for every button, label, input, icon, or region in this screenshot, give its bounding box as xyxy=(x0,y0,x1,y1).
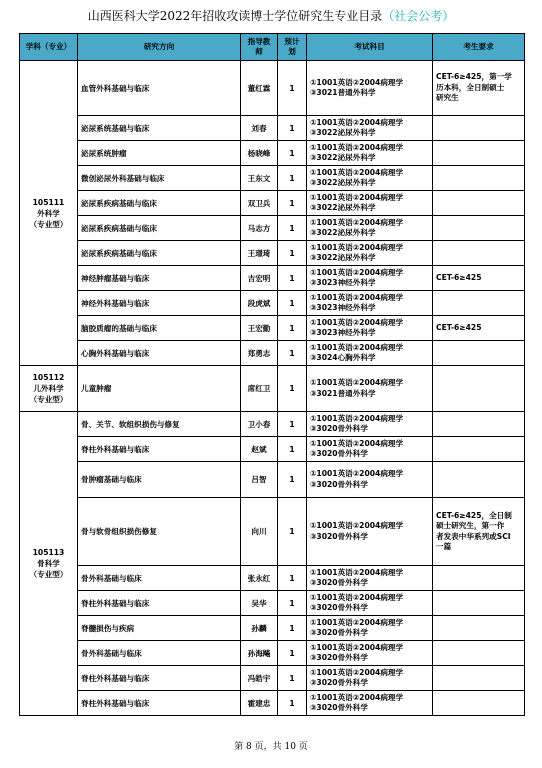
exam-cell xyxy=(307,61,433,116)
plan-cell: 1 xyxy=(278,366,307,412)
direction-cell: 血管外科基础与临床 xyxy=(78,61,241,116)
table-row xyxy=(20,241,525,266)
exam-cell xyxy=(307,341,433,366)
exam-line: ③3020骨外科学 xyxy=(310,678,368,687)
exam-cell xyxy=(307,191,433,216)
direction-cell: 骨外科基础与临床 xyxy=(78,566,241,591)
direction-cell: 脑胶质瘤的基础与临床 xyxy=(78,316,241,341)
exam-line: ①1001英语②2004病理学 xyxy=(310,667,404,677)
requirement-cell xyxy=(433,641,525,666)
exam-line: ①1001英语②2004病理学 xyxy=(310,592,404,602)
exam-cell xyxy=(307,566,433,591)
table-row xyxy=(20,666,525,691)
exam-line: ①1001英语②2004病理学 xyxy=(310,413,404,423)
requirement-cell xyxy=(433,266,525,291)
direction-cell: 神经外科基础与临床 xyxy=(78,291,241,316)
exam-cell xyxy=(307,291,433,316)
requirement-cell xyxy=(433,141,525,166)
requirement-line: 一篇 xyxy=(436,542,452,551)
plan-cell: 1 xyxy=(278,216,307,241)
exam-cell xyxy=(307,691,433,716)
exam-line: ③3020骨外科学 xyxy=(310,653,368,662)
table-row xyxy=(20,437,525,462)
requirement-cell xyxy=(433,191,525,216)
subject-line: 105112 xyxy=(32,373,65,382)
exam-line: ③3022泌尿外科学 xyxy=(310,128,376,137)
exam-line: ③3020骨外科学 xyxy=(310,703,368,712)
exam-cell xyxy=(307,666,433,691)
direction-cell: 脊柱外科基础与临床 xyxy=(78,666,241,691)
exam-cell xyxy=(307,241,433,266)
plan-cell: 1 xyxy=(278,341,307,366)
tutor-cell: 孙海飚 xyxy=(241,641,278,666)
subject-line: （专业型） xyxy=(29,219,68,229)
table-row xyxy=(20,366,525,412)
requirement-cell xyxy=(433,316,525,341)
requirement-cell xyxy=(433,437,525,462)
plan-cell: 1 xyxy=(278,666,307,691)
table-row xyxy=(20,216,525,241)
exam-line: ③3020骨外科学 xyxy=(310,628,368,637)
exam-line: ③3020骨外科学 xyxy=(310,449,368,458)
exam-line: ①1001英语②2004病理学 xyxy=(310,117,404,127)
catalog-table xyxy=(19,33,525,716)
plan-cell: 1 xyxy=(278,462,307,498)
requirement-cell xyxy=(433,691,525,716)
header-exam: 考试科目 xyxy=(307,34,433,61)
exam-cell xyxy=(307,498,433,566)
requirement-cell xyxy=(433,61,525,116)
direction-cell: 泌尿系统肿瘤 xyxy=(78,141,241,166)
table-row xyxy=(20,498,525,566)
direction-cell: 儿童肿瘤 xyxy=(78,366,241,412)
plan-cell: 1 xyxy=(278,166,307,191)
subject-line: 外科学 xyxy=(37,208,60,218)
exam-line: ①1001英语②2004病理学 xyxy=(310,242,404,252)
table-row xyxy=(20,412,525,437)
header-subject: 学科（专业） xyxy=(20,34,78,61)
title-highlight: （社会公考） xyxy=(382,9,455,23)
exam-line: ③3024心胸外科学 xyxy=(310,353,376,362)
table-row xyxy=(20,141,525,166)
exam-cell xyxy=(307,462,433,498)
exam-line: ①1001英语②2004病理学 xyxy=(310,317,404,327)
exam-line: ③3023神经外科学 xyxy=(310,303,376,312)
direction-cell: 神经肿瘤基础与临床 xyxy=(78,266,241,291)
exam-line: ①1001英语②2004病理学 xyxy=(310,692,404,702)
header-tutor: 指导教师 xyxy=(241,34,278,61)
table-row xyxy=(20,191,525,216)
header-requirement: 考生要求 xyxy=(433,34,525,61)
table-row xyxy=(20,641,525,666)
exam-cell xyxy=(307,412,433,437)
exam-line: ③3021普通外科学 xyxy=(310,388,376,398)
header-plan: 预计划 xyxy=(278,34,307,61)
subject-line: 105111 xyxy=(32,197,65,207)
plan-cell: 1 xyxy=(278,291,307,316)
exam-cell xyxy=(307,616,433,641)
subject-line: 105113 xyxy=(32,548,65,557)
exam-line: ①1001英语②2004病理学 xyxy=(310,521,404,530)
subject-line: 骨科学 xyxy=(37,559,60,568)
requirement-line: CET-6≥425，全日制 xyxy=(436,510,512,520)
page-title xyxy=(0,8,542,24)
tutor-cell: 吴华 xyxy=(241,591,278,616)
direction-cell: 脊柱外科基础与临床 xyxy=(78,691,241,716)
exam-cell xyxy=(307,166,433,191)
direction-cell: 骨肿瘤基础与临床 xyxy=(78,462,241,498)
exam-line: ①1001英语②2004病理学 xyxy=(310,642,404,652)
direction-cell: 骨外科基础与临床 xyxy=(78,641,241,666)
table-row xyxy=(20,591,525,616)
exam-line: ③3022泌尿外科学 xyxy=(310,253,376,262)
plan-cell: 1 xyxy=(278,116,307,141)
requirement-cell xyxy=(433,366,525,412)
tutor-cell: 张永红 xyxy=(241,566,278,591)
plan-cell: 1 xyxy=(278,641,307,666)
direction-cell: 脊髓损伤与疾病 xyxy=(78,616,241,641)
exam-cell xyxy=(307,316,433,341)
plan-cell: 1 xyxy=(278,141,307,166)
requirement-line: 硕士研究生，第一作 xyxy=(436,521,505,530)
exam-line: ③3020骨外科学 xyxy=(310,479,368,489)
exam-line: ①1001英语②2004病理学 xyxy=(310,292,404,302)
table-row xyxy=(20,61,525,116)
tutor-cell: 刘春 xyxy=(241,116,278,141)
subject-cell xyxy=(20,61,78,366)
table-row xyxy=(20,691,525,716)
table-row xyxy=(20,116,525,141)
tutor-cell: 王东文 xyxy=(241,166,278,191)
requirement-cell xyxy=(433,666,525,691)
tutor-cell: 卫小春 xyxy=(241,412,278,437)
plan-cell: 1 xyxy=(278,437,307,462)
table-row xyxy=(20,566,525,591)
tutor-cell: 霍建忠 xyxy=(241,691,278,716)
exam-line: ③3022泌尿外科学 xyxy=(310,178,376,187)
subject-line: （专业型） xyxy=(29,395,68,404)
exam-cell xyxy=(307,437,433,462)
exam-cell xyxy=(307,591,433,616)
title-main: 山西医科大学2022年招收攻读博士学位研究生专业目录 xyxy=(87,9,383,23)
direction-cell: 脊柱外科基础与临床 xyxy=(78,591,241,616)
plan-cell: 1 xyxy=(278,498,307,566)
exam-cell xyxy=(307,116,433,141)
requirement-cell xyxy=(433,498,525,566)
plan-cell: 1 xyxy=(278,316,307,341)
requirement-cell xyxy=(433,616,525,641)
exam-line: ①1001英语②2004病理学 xyxy=(310,267,404,277)
requirement-line: 历本科，全日制硕士 xyxy=(436,82,505,92)
requirement-cell xyxy=(433,566,525,591)
direction-cell: 泌尿系疾病基础与临床 xyxy=(78,191,241,216)
table-row xyxy=(20,166,525,191)
tutor-cell: 席红卫 xyxy=(241,366,278,412)
requirement-line: CET-6≥425 xyxy=(436,322,482,332)
plan-cell: 1 xyxy=(278,61,307,116)
plan-cell: 1 xyxy=(278,616,307,641)
plan-cell: 1 xyxy=(278,266,307,291)
tutor-cell: 王宏勤 xyxy=(241,316,278,341)
subject-cell xyxy=(20,412,78,716)
exam-line: ①1001英语②2004病理学 xyxy=(310,438,404,448)
tutor-cell: 杨晓峰 xyxy=(241,141,278,166)
exam-cell xyxy=(307,266,433,291)
table-row xyxy=(20,316,525,341)
direction-cell: 微创泌尿外科基础与临床 xyxy=(78,166,241,191)
plan-cell: 1 xyxy=(278,566,307,591)
table-row xyxy=(20,462,525,498)
exam-line: ③3020骨外科学 xyxy=(310,603,368,612)
tutor-cell: 郑勇志 xyxy=(241,341,278,366)
exam-line: ③3021普通外科学 xyxy=(310,88,376,97)
requirement-cell xyxy=(433,241,525,266)
table-row xyxy=(20,291,525,316)
requirement-line: 者发表中华系列或SCI xyxy=(436,531,511,541)
exam-cell xyxy=(307,366,433,412)
tutor-cell: 段虎斌 xyxy=(241,291,278,316)
direction-cell: 骨、关节、软组织损伤与修复 xyxy=(78,412,241,437)
plan-cell: 1 xyxy=(278,241,307,266)
direction-cell: 泌尿系疾病基础与临床 xyxy=(78,241,241,266)
plan-cell: 1 xyxy=(278,591,307,616)
exam-line: ③3020骨外科学 xyxy=(310,531,368,541)
exam-line: ③3023神经外科学 xyxy=(310,278,376,287)
exam-line: ①1001英语②2004病理学 xyxy=(310,167,404,177)
requirement-cell xyxy=(433,116,525,141)
exam-cell xyxy=(307,141,433,166)
tutor-cell: 冯皓宇 xyxy=(241,666,278,691)
tutor-cell: 赵斌 xyxy=(241,437,278,462)
exam-line: ①1001英语②2004病理学 xyxy=(310,378,404,387)
requirement-cell xyxy=(433,341,525,366)
tutor-cell: 马志方 xyxy=(241,216,278,241)
exam-line: ③3020骨外科学 xyxy=(310,424,368,433)
exam-line: ①1001英语②2004病理学 xyxy=(310,142,404,152)
tutor-cell: 孙麟 xyxy=(241,616,278,641)
requirement-cell xyxy=(433,166,525,191)
tutor-cell: 王璟琦 xyxy=(241,241,278,266)
table-row xyxy=(20,266,525,291)
requirement-line: CET-6≥425，第一学 xyxy=(436,72,512,82)
table-header-row xyxy=(20,34,525,61)
header-direction: 研究方向 xyxy=(78,34,241,61)
tutor-cell: 向川 xyxy=(241,498,278,566)
requirement-line: 研究生 xyxy=(436,93,459,103)
exam-line: ①1001英语②2004病理学 xyxy=(310,77,404,87)
direction-cell: 脊柱外科基础与临床 xyxy=(78,437,241,462)
exam-line: ③3020骨外科学 xyxy=(310,578,368,587)
requirement-cell xyxy=(433,462,525,498)
direction-cell: 骨与软骨组织损伤修复 xyxy=(78,498,241,566)
exam-line: ①1001英语②2004病理学 xyxy=(310,617,404,627)
subject-line: 儿外科学 xyxy=(33,384,64,393)
tutor-cell: 董红霖 xyxy=(241,61,278,116)
plan-cell: 1 xyxy=(278,191,307,216)
exam-line: ①1001英语②2004病理学 xyxy=(310,342,404,352)
requirement-cell xyxy=(433,591,525,616)
table-body xyxy=(20,61,525,716)
direction-cell: 泌尿系统基础与临床 xyxy=(78,116,241,141)
plan-cell: 1 xyxy=(278,691,307,716)
exam-line: ③3022泌尿外科学 xyxy=(310,228,376,237)
requirement-cell xyxy=(433,216,525,241)
exam-cell xyxy=(307,216,433,241)
exam-line: ①1001英语②2004病理学 xyxy=(310,567,404,577)
requirement-cell xyxy=(433,291,525,316)
table-row xyxy=(20,616,525,641)
direction-cell: 心胸外科基础与临床 xyxy=(78,341,241,366)
tutor-cell: 双卫兵 xyxy=(241,191,278,216)
subject-line: （专业型） xyxy=(29,570,68,579)
subject-cell xyxy=(20,366,78,412)
exam-line: ①1001英语②2004病理学 xyxy=(310,192,404,202)
exam-line: ①1001英语②2004病理学 xyxy=(310,469,404,478)
tutor-cell: 吉宏明 xyxy=(241,266,278,291)
page-footer: 第 8 页，共 10 页 xyxy=(234,742,308,752)
tutor-cell: 吕智 xyxy=(241,462,278,498)
exam-line: ①1001英语②2004病理学 xyxy=(310,217,404,227)
direction-cell: 泌尿系疾病基础与临床 xyxy=(78,216,241,241)
requirement-line: CET-6≥425 xyxy=(436,272,482,282)
requirement-cell xyxy=(433,412,525,437)
exam-cell xyxy=(307,641,433,666)
plan-cell: 1 xyxy=(278,412,307,437)
exam-line: ③3023神经外科学 xyxy=(310,328,376,337)
table-row xyxy=(20,341,525,366)
exam-line: ③3022泌尿外科学 xyxy=(310,203,376,212)
exam-line: ③3022泌尿外科学 xyxy=(310,153,376,162)
